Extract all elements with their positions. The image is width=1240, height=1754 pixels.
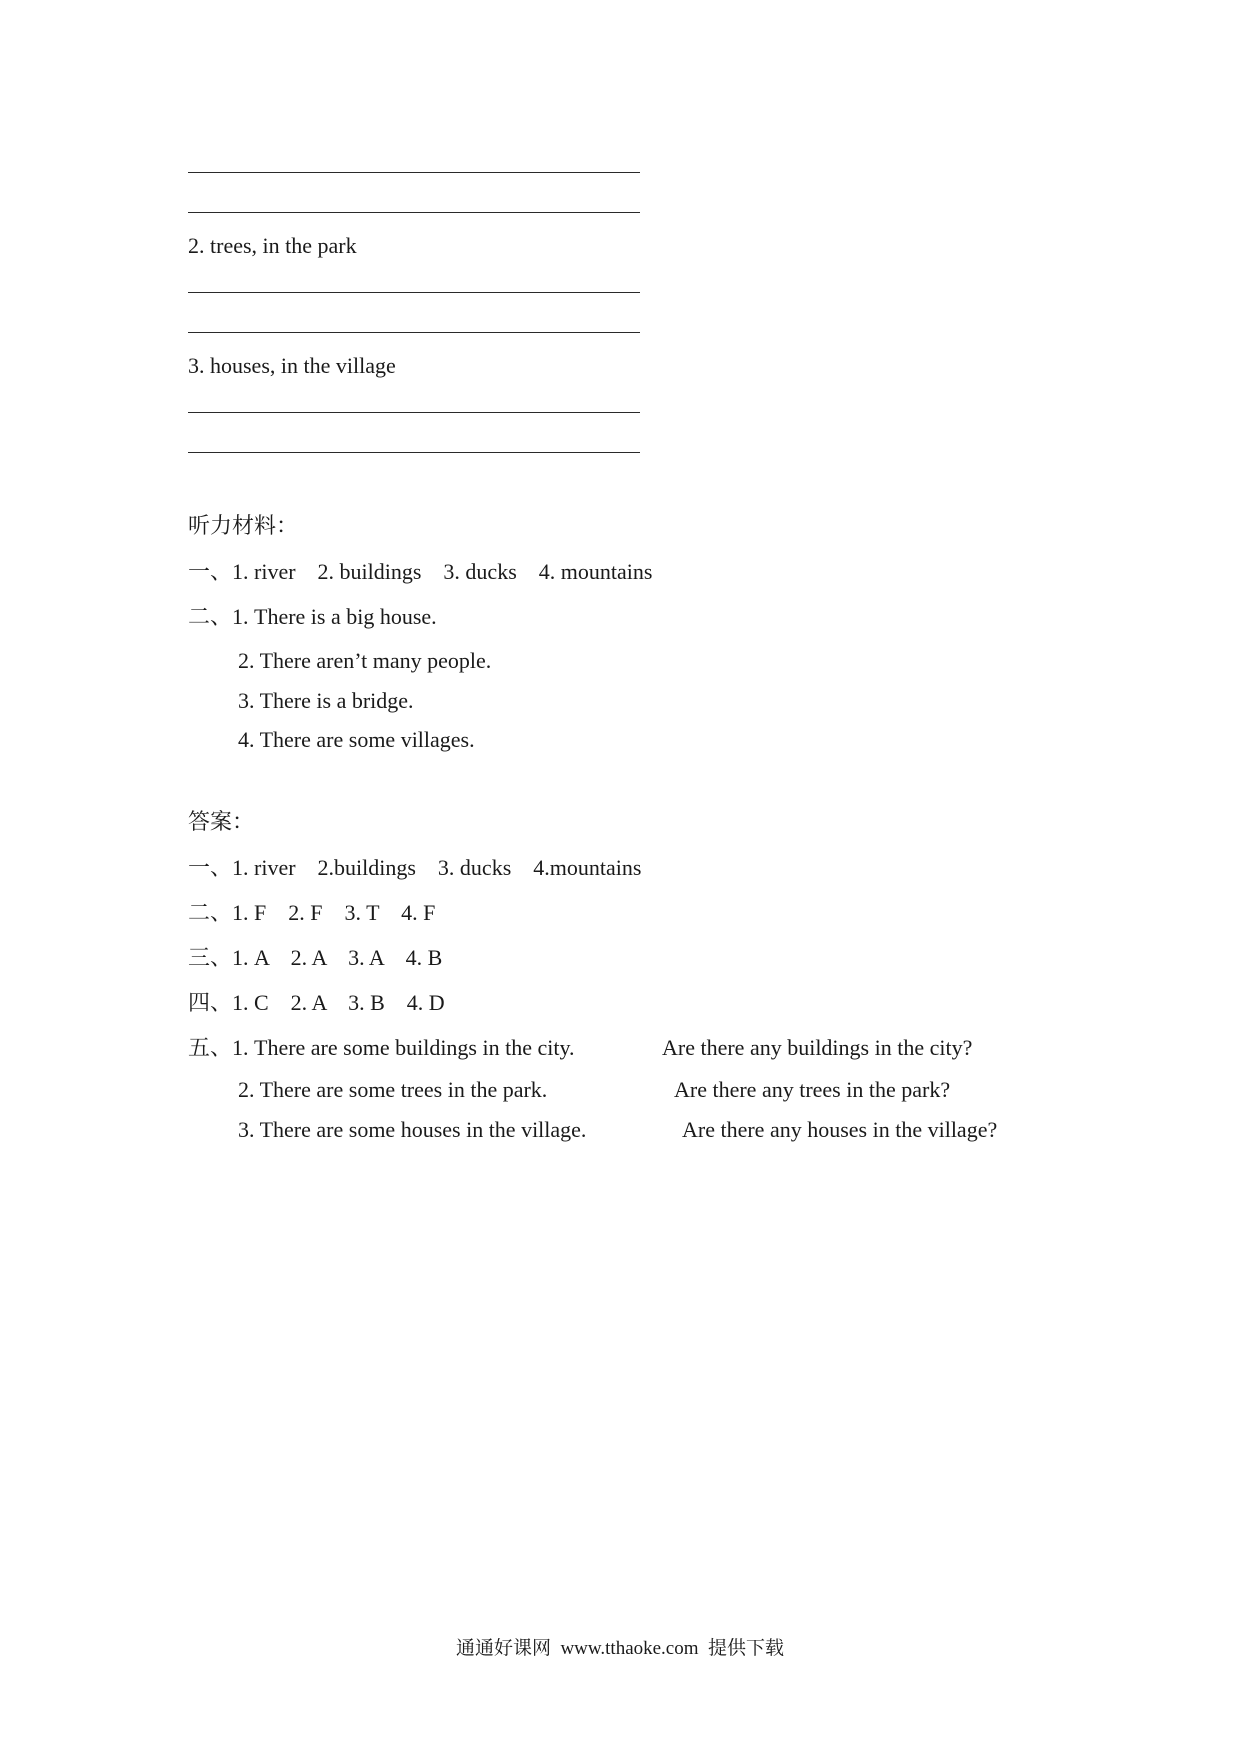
answer-blank-line	[188, 332, 640, 333]
answers-part-2: 二、1. F 2. F 3. T 4. F	[188, 900, 436, 925]
answers-part-4: 四、1. C 2. A 3. B 4. D	[188, 990, 445, 1015]
answers-part-5-statement: 五、1. There are some buildings in the city.	[188, 1035, 575, 1060]
answers-part-5-question: Are there any trees in the park?	[674, 1077, 951, 1102]
exercise-item-2: 2. trees, in the park	[188, 233, 357, 258]
answers-heading: 答案：	[188, 809, 255, 834]
answer-blank-line	[188, 172, 640, 173]
answers-part-1: 一、1. river 2.buildings 3. ducks 4.mountains	[188, 855, 642, 880]
answers-part-5-question: Are there any buildings in the city?	[662, 1035, 973, 1060]
listening-part-2-line: 二、1. There is a big house.	[188, 604, 437, 629]
answer-blank-line	[188, 412, 640, 413]
listening-part-1: 一、1. river 2. buildings 3. ducks 4. mountains	[188, 559, 653, 584]
answers-part-5-statement: 2. There are some trees in the park.	[238, 1077, 548, 1102]
answers-part-5-question: Are there any houses in the village?	[682, 1117, 998, 1142]
footer-watermark: 通通好课网 www.tthaoke.com 提供下载	[455, 1638, 785, 1659]
answer-blank-line	[188, 212, 640, 213]
listening-part-2-line: 2. There aren’t many people.	[238, 648, 492, 673]
answer-blank-line	[188, 292, 640, 293]
answers-part-5-statement: 3. There are some houses in the village.	[238, 1117, 587, 1142]
answer-blank-line	[188, 452, 640, 453]
listening-heading: 听力材料：	[188, 513, 299, 538]
listening-part-2-line: 4. There are some villages.	[238, 727, 475, 752]
answers-part-3: 三、1. A 2. A 3. A 4. B	[188, 945, 443, 970]
exercise-item-3: 3. houses, in the village	[188, 353, 396, 378]
listening-part-2-line: 3. There is a bridge.	[238, 688, 414, 713]
